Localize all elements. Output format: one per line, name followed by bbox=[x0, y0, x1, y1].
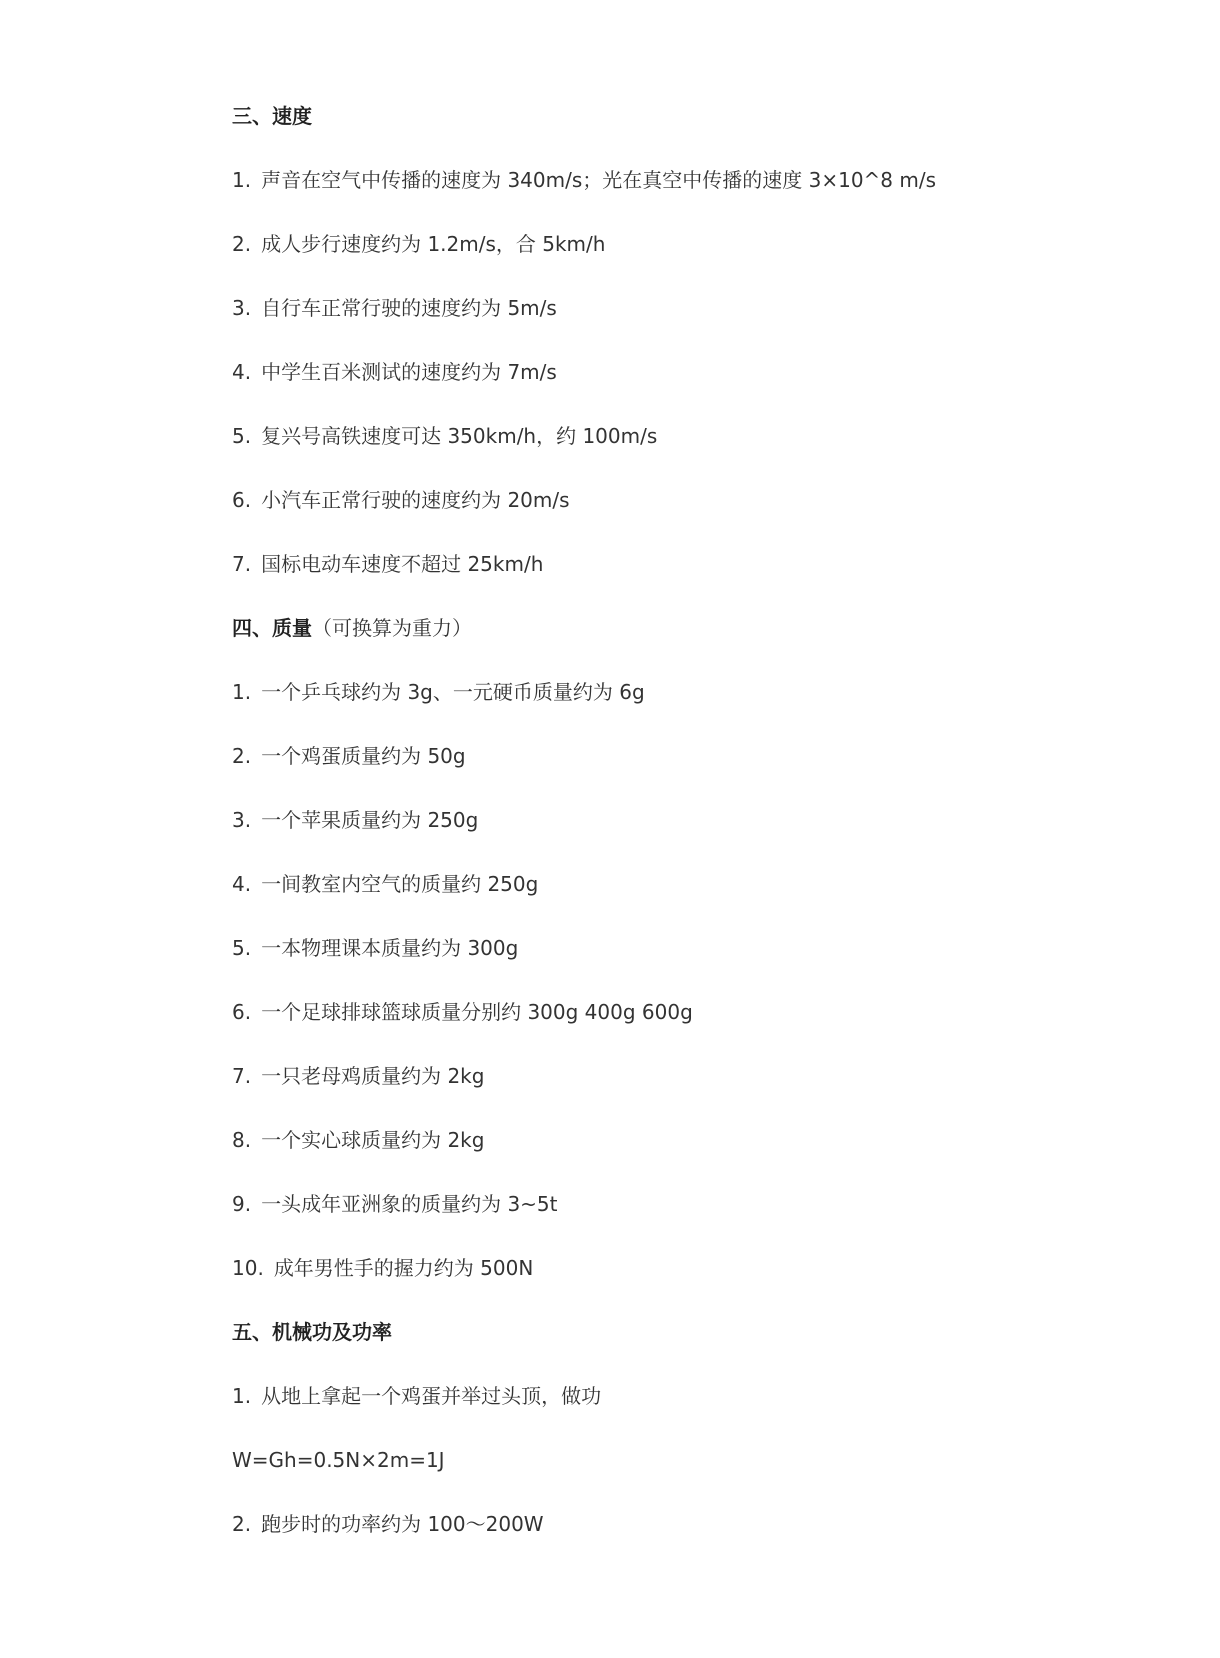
item-text: 跑步时的功率约为 100～200W bbox=[261, 1512, 544, 1536]
item-text: 一本物理课本质量约为 300g bbox=[261, 936, 519, 960]
list-item bbox=[232, 1372, 1192, 1436]
item-text: 一个鸡蛋质量约为 50g bbox=[261, 744, 466, 768]
list-item bbox=[232, 732, 1192, 796]
item-text: 一只老母鸡质量约为 2kg bbox=[261, 1064, 485, 1088]
list-item bbox=[232, 988, 1192, 1052]
formula-line bbox=[232, 1436, 1192, 1500]
list-item bbox=[232, 1116, 1192, 1180]
list-item bbox=[232, 284, 1192, 348]
item-number: 9. bbox=[232, 1192, 252, 1216]
item-number: 5. bbox=[232, 424, 252, 448]
list-item bbox=[232, 476, 1192, 540]
item-number: 4. bbox=[232, 360, 252, 384]
item-text: 一间教室内空气的质量约 250g bbox=[261, 872, 539, 896]
section-title: 四、质量 bbox=[232, 616, 312, 640]
item-text: 自行车正常行驶的速度约为 5m/s bbox=[261, 296, 557, 320]
section-heading-work-power bbox=[232, 1308, 1192, 1372]
document-page bbox=[232, 92, 1192, 1564]
list-item bbox=[232, 1052, 1192, 1116]
item-number: 5. bbox=[232, 936, 252, 960]
section-title-suffix: （可换算为重力） bbox=[312, 616, 472, 640]
list-item bbox=[232, 860, 1192, 924]
item-text: 一个实心球质量约为 2kg bbox=[261, 1128, 485, 1152]
item-number: 3. bbox=[232, 296, 252, 320]
item-text: 成人步行速度约为 1.2m/s，合 5km/h bbox=[261, 232, 606, 256]
item-number: 2. bbox=[232, 232, 252, 256]
item-number: 6. bbox=[232, 1000, 252, 1024]
item-text: 中学生百米测试的速度约为 7m/s bbox=[261, 360, 557, 384]
item-number: 2. bbox=[232, 1512, 252, 1536]
item-text: 一个足球排球篮球质量分别约 300g 400g 600g bbox=[261, 1000, 693, 1024]
item-number: 1. bbox=[232, 680, 252, 704]
item-text: 声音在空气中传播的速度为 340m/s；光在真空中传播的速度 3×10^8 m/s bbox=[261, 168, 937, 192]
item-number: 10. bbox=[232, 1256, 264, 1280]
item-text: 从地上拿起一个鸡蛋并举过头顶，做功 bbox=[261, 1384, 602, 1408]
item-text: 一个苹果质量约为 250g bbox=[261, 808, 479, 832]
item-text: 小汽车正常行驶的速度约为 20m/s bbox=[261, 488, 570, 512]
item-text: 成年男性手的握力约为 500N bbox=[273, 1256, 534, 1280]
item-number: 6. bbox=[232, 488, 252, 512]
list-item bbox=[232, 1500, 1192, 1564]
list-item bbox=[232, 348, 1192, 412]
section-heading-mass bbox=[232, 604, 1192, 668]
item-number: 1. bbox=[232, 1384, 252, 1408]
formula-text: W=Gh=0.5N×2m=1J bbox=[232, 1448, 445, 1472]
list-item bbox=[232, 1180, 1192, 1244]
item-text: 一个乒乓球约为 3g、一元硬币质量约为 6g bbox=[261, 680, 645, 704]
list-item bbox=[232, 156, 1192, 220]
item-number: 4. bbox=[232, 872, 252, 896]
item-text: 复兴号高铁速度可达 350km/h，约 100m/s bbox=[261, 424, 658, 448]
section-heading-speed bbox=[232, 92, 1192, 156]
item-text: 国标电动车速度不超过 25km/h bbox=[261, 552, 544, 576]
list-item bbox=[232, 1244, 1192, 1308]
item-number: 7. bbox=[232, 552, 252, 576]
list-item bbox=[232, 540, 1192, 604]
item-number: 3. bbox=[232, 808, 252, 832]
list-item bbox=[232, 412, 1192, 476]
item-number: 2. bbox=[232, 744, 252, 768]
item-text: 一头成年亚洲象的质量约为 3~5t bbox=[261, 1192, 558, 1216]
list-item bbox=[232, 220, 1192, 284]
section-title: 五、机械功及功率 bbox=[232, 1320, 392, 1344]
list-item bbox=[232, 924, 1192, 988]
item-number: 8. bbox=[232, 1128, 252, 1152]
section-title: 三、速度 bbox=[232, 104, 312, 128]
list-item bbox=[232, 796, 1192, 860]
item-number: 7. bbox=[232, 1064, 252, 1088]
list-item bbox=[232, 668, 1192, 732]
item-number: 1. bbox=[232, 168, 252, 192]
